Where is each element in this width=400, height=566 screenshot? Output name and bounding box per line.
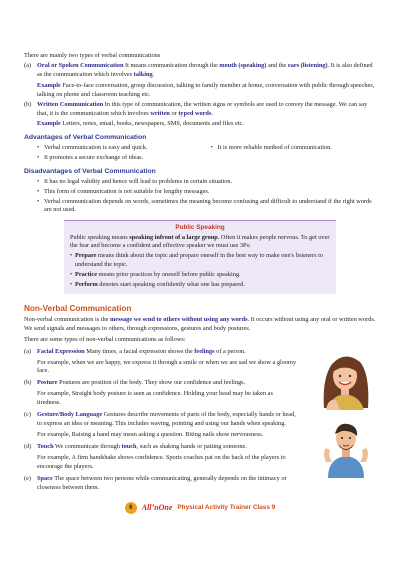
item-tag: (a) xyxy=(24,347,31,355)
list-item xyxy=(70,271,330,280)
keyword: ears (listening) xyxy=(287,62,328,70)
item-label: Written Communication xyxy=(37,101,104,109)
item-text: We communicate through xyxy=(53,443,122,451)
disadvantages-heading: Disadvantages of Verbal Communication xyxy=(24,168,156,176)
item-text: . xyxy=(211,110,213,118)
three-ps-list xyxy=(70,252,330,290)
item-tag: (b) xyxy=(24,101,32,109)
keyword: typed words xyxy=(178,110,212,118)
page-footer xyxy=(0,502,400,516)
example-text: For example, A firm handshake shows confidence. Sports coaches pat on the back of the players to encourage the players. xyxy=(37,453,286,470)
item-text: It means communication through the xyxy=(123,62,220,70)
example-line xyxy=(37,120,376,129)
box-text-part: . Often it makes people nervous. To get over the fear and become a confident and effective speaker we must use 3Ps: xyxy=(70,233,330,250)
item-definition xyxy=(37,475,298,493)
example-label: Example xyxy=(37,119,61,127)
advantages-heading: Advantages of Verbal Communication xyxy=(24,133,147,141)
example-text: For example, when we are happy, we express it through a smile or when we are sad we show a gloomy face. xyxy=(37,358,297,375)
item-text: denotes start speaking confidently what one has prepared. xyxy=(97,281,245,289)
keyword: Perform xyxy=(75,281,98,289)
item-text: and the xyxy=(266,62,288,70)
verbal-item-oral xyxy=(24,62,376,99)
item-label: Space xyxy=(37,474,53,482)
item-text: , such as shaking hands or patting someone. xyxy=(136,443,247,451)
item-label: Gesture/Body Language xyxy=(37,411,103,419)
intro-part: Non-verbal communication is the xyxy=(24,315,111,323)
list-item xyxy=(70,252,330,270)
keyword: feelings xyxy=(194,347,215,355)
item-text: . It is also defined as the communication which involves xyxy=(37,62,373,79)
keyword: Prepare xyxy=(75,252,97,260)
advantages-list xyxy=(24,143,376,163)
item-definition xyxy=(37,443,298,452)
item-text: Many times, a facial expression shows the xyxy=(84,347,195,355)
item-definition xyxy=(37,379,298,388)
list-item: • It has no legal validity and hence will lead to problems in certain situation. xyxy=(37,178,376,187)
smiling-woman-illustration xyxy=(318,348,372,410)
item-tag: (b) xyxy=(24,379,32,387)
list-item: • It is more reliable method of communication. xyxy=(211,144,376,153)
list-item: • It promotes a secure exchange of ideas. xyxy=(37,154,211,163)
item-tag: (a) xyxy=(24,62,31,70)
item-definition xyxy=(37,411,298,429)
keyword: message we send to others without using any words xyxy=(110,315,248,323)
list-item: • Verbal communication is easy and quick. xyxy=(37,144,211,153)
keyword: written xyxy=(150,110,170,118)
item-label: Oral or Spoken Communication xyxy=(37,62,124,70)
example-line xyxy=(37,82,376,100)
brand-logo: All’nOne xyxy=(141,503,173,513)
item-label: Facial Expression xyxy=(37,347,85,355)
verbal-item-written xyxy=(24,101,376,128)
example-text: For example, Raising a hand may mean asking a question. Biting nails show nervousness. xyxy=(37,431,264,439)
list-item xyxy=(70,281,330,290)
item-definition xyxy=(37,348,298,357)
list-item: • Verbal communication depends on words, sometimes the meaning become confusing and difficult to understand if the right words are not used. xyxy=(37,198,376,216)
list-item: • This form of communication is not suitable for lengthy messages. xyxy=(37,188,376,197)
page-number-badge: 6 xyxy=(125,502,137,514)
nonverbal-heading: Non-Verbal Communication xyxy=(24,304,132,314)
keyword: talking xyxy=(133,71,153,79)
box-text-part: Public speaking means xyxy=(70,233,130,241)
item-text: Gestures describe movements of parts of the body, especially hands or head, to express an idea or meaning. This includes waving, pointing and using our hands when speaking. xyxy=(37,411,296,428)
item-text: of a person. xyxy=(214,347,246,355)
item-tag: (e) xyxy=(24,474,31,482)
item-text: In this type of communication, the written signs or symbols are used to convey the message. We can say that, it is the communication which involves xyxy=(37,101,368,118)
box-text xyxy=(70,234,330,252)
gesturing-man-illustration xyxy=(318,418,374,478)
keyword: touch xyxy=(121,443,137,451)
item-tag: (c) xyxy=(24,411,31,419)
keyword: Practice xyxy=(75,271,98,279)
item-tag: (d) xyxy=(24,443,32,451)
item-text: means think about the topic and prepare oneself in the best way to make one's listeners to understand the topic. xyxy=(75,252,323,269)
disadvantages-list xyxy=(24,178,376,216)
example-label: Example xyxy=(37,81,61,89)
keyword: mouth (speaking) xyxy=(219,62,267,70)
example-text: Face-to-face conversation, group discussion, talking to family member at home, conversation with public through speeches, talking on phone and classroom teaching etc. xyxy=(37,81,375,98)
nonverbal-intro xyxy=(24,316,376,334)
types-line: There are some types of non-verbal communications as follows: xyxy=(24,335,186,343)
public-speaking-box xyxy=(64,220,336,294)
box-title: Public Speaking xyxy=(175,224,225,232)
item-text: Postures are position of the body. They show our confidence and feelings. xyxy=(57,379,246,387)
book-title: Physical Activity Trainer Class 9 xyxy=(177,504,276,512)
item-label: Posture xyxy=(37,379,58,387)
intro-part: . It occurs without using any oral or written words. We send signals and messages to others, through expressions, gestures and body postures. xyxy=(24,315,376,332)
item-label: Touch xyxy=(37,443,54,451)
example-text: For example, Straight body posture is seen as confidence. Holding your head may be taken as tiredness. xyxy=(37,390,273,407)
item-text: . xyxy=(152,71,155,79)
item-text: or xyxy=(169,110,179,118)
intro-text: There are mainly two types of verbal communications xyxy=(24,52,161,59)
item-text: The space between two persons while communicating, generally depends on the intimacy or closeness between them. xyxy=(37,474,287,491)
example-text: Letters, notes, email, books, newspapers, SMS, documents and files etc. xyxy=(60,119,244,127)
keyword: speaking infront of a large group xyxy=(129,233,218,241)
item-text: means prior practices by oneself before public speaking. xyxy=(97,271,241,279)
